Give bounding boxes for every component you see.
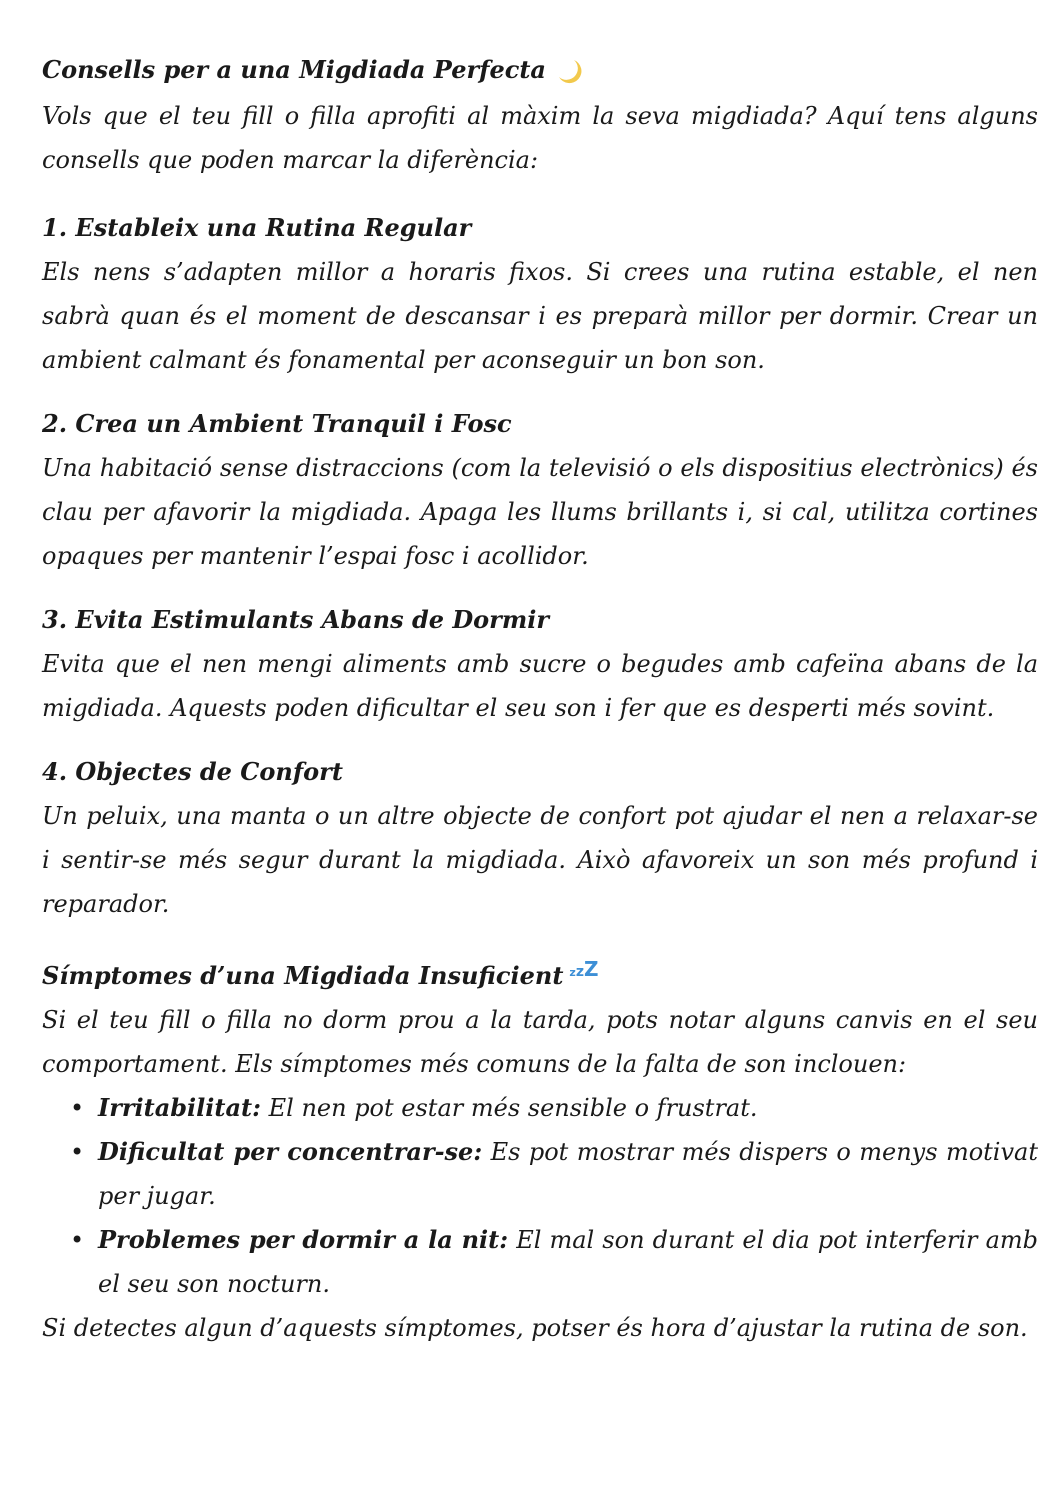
symptom-text: El nen pot estar més sensible o frustrat.: [268, 1093, 758, 1122]
intro-section: [42, 48, 1038, 182]
bullet-icon: •: [70, 1093, 85, 1122]
tip-section-4: [42, 750, 1038, 926]
symptoms-section: [42, 946, 1038, 1350]
document-page: [42, 48, 1038, 1370]
bullet-icon: •: [70, 1225, 85, 1254]
symptoms-intro: Si el teu fill o filla no dorm prou a la tarda, pots notar alguns canvis en el seu comportament. Els símptomes més comuns de la falta de son inclouen:: [42, 1005, 1038, 1078]
tip-heading: 2. Crea un Ambient Tranquil i Fosc: [42, 408, 512, 438]
zzz-icon: zzZ: [569, 956, 599, 981]
intro-title: Consells per a una Migdiada Perfecta: [42, 55, 546, 84]
tip-text: Els nens s’adapten millor a horaris fixos. Si crees una rutina estable, el nen sabrà quan és el moment de descansar i es preparà millor per dormir. Crear un ambient calmant és fonamental per aconseguir un bon son.: [42, 257, 1038, 374]
list-item: [70, 1218, 1038, 1306]
crescent-moon-icon: [554, 50, 584, 94]
tip-heading: 1. Estableix una Rutina Regular: [42, 212, 472, 242]
symptoms-title-line: [42, 946, 1038, 998]
symptom-text: Es pot mostrar més dispers o menys motivat per jugar.: [98, 1137, 1038, 1210]
intro-title-line: [42, 48, 1038, 94]
tip-section-3: [42, 598, 1038, 730]
tip-heading: 4. Objectes de Confort: [42, 756, 343, 786]
intro-text: Vols que el teu fill o filla aprofiti al màxim la seva migdiada? Aquí tens alguns consells que poden marcar la diferència:: [42, 101, 1038, 174]
tip-text: Una habitació sense distraccions (com la televisió o els dispositius electrònics) és clau per afavorir la migdiada. Apaga les llums brillants i, si cal, utilitza cortines opaques per mantenir l’espai fosc i acollidor.: [42, 453, 1038, 570]
tip-section-2: [42, 402, 1038, 578]
tip-text: Un peluix, una manta o un altre objecte de confort pot ajudar el nen a relaxar-se i sentir-se més segur durant la migdiada. Això afavoreix un son més profund i reparador.: [42, 801, 1038, 918]
symptom-term: Problemes per dormir a la nit:: [98, 1224, 509, 1254]
bullet-icon: •: [70, 1137, 85, 1166]
symptom-term: Dificultat per concentrar-se:: [98, 1136, 483, 1166]
symptoms-list: [42, 1086, 1038, 1306]
tip-heading: 3. Evita Estimulants Abans de Dormir: [42, 604, 549, 634]
tip-section-1: [42, 206, 1038, 382]
list-item: [70, 1086, 1038, 1130]
symptom-term: Irritabilitat:: [98, 1092, 261, 1122]
tip-text: Evita que el nen mengi aliments amb sucre o begudes amb cafeïna abans de la migdiada. Aquests poden dificultar el seu son i fer que es desperti més sovint.: [42, 649, 1038, 722]
symptoms-title: Símptomes d’una Migdiada Insuficient: [42, 960, 564, 990]
list-item: [70, 1130, 1038, 1218]
symptom-text: El mal son durant el dia pot interferir amb el seu son nocturn.: [98, 1225, 1038, 1298]
symptoms-conclusion: Si detectes algun d’aquests símptomes, potser és hora d’ajustar la rutina de son.: [42, 1313, 1028, 1342]
